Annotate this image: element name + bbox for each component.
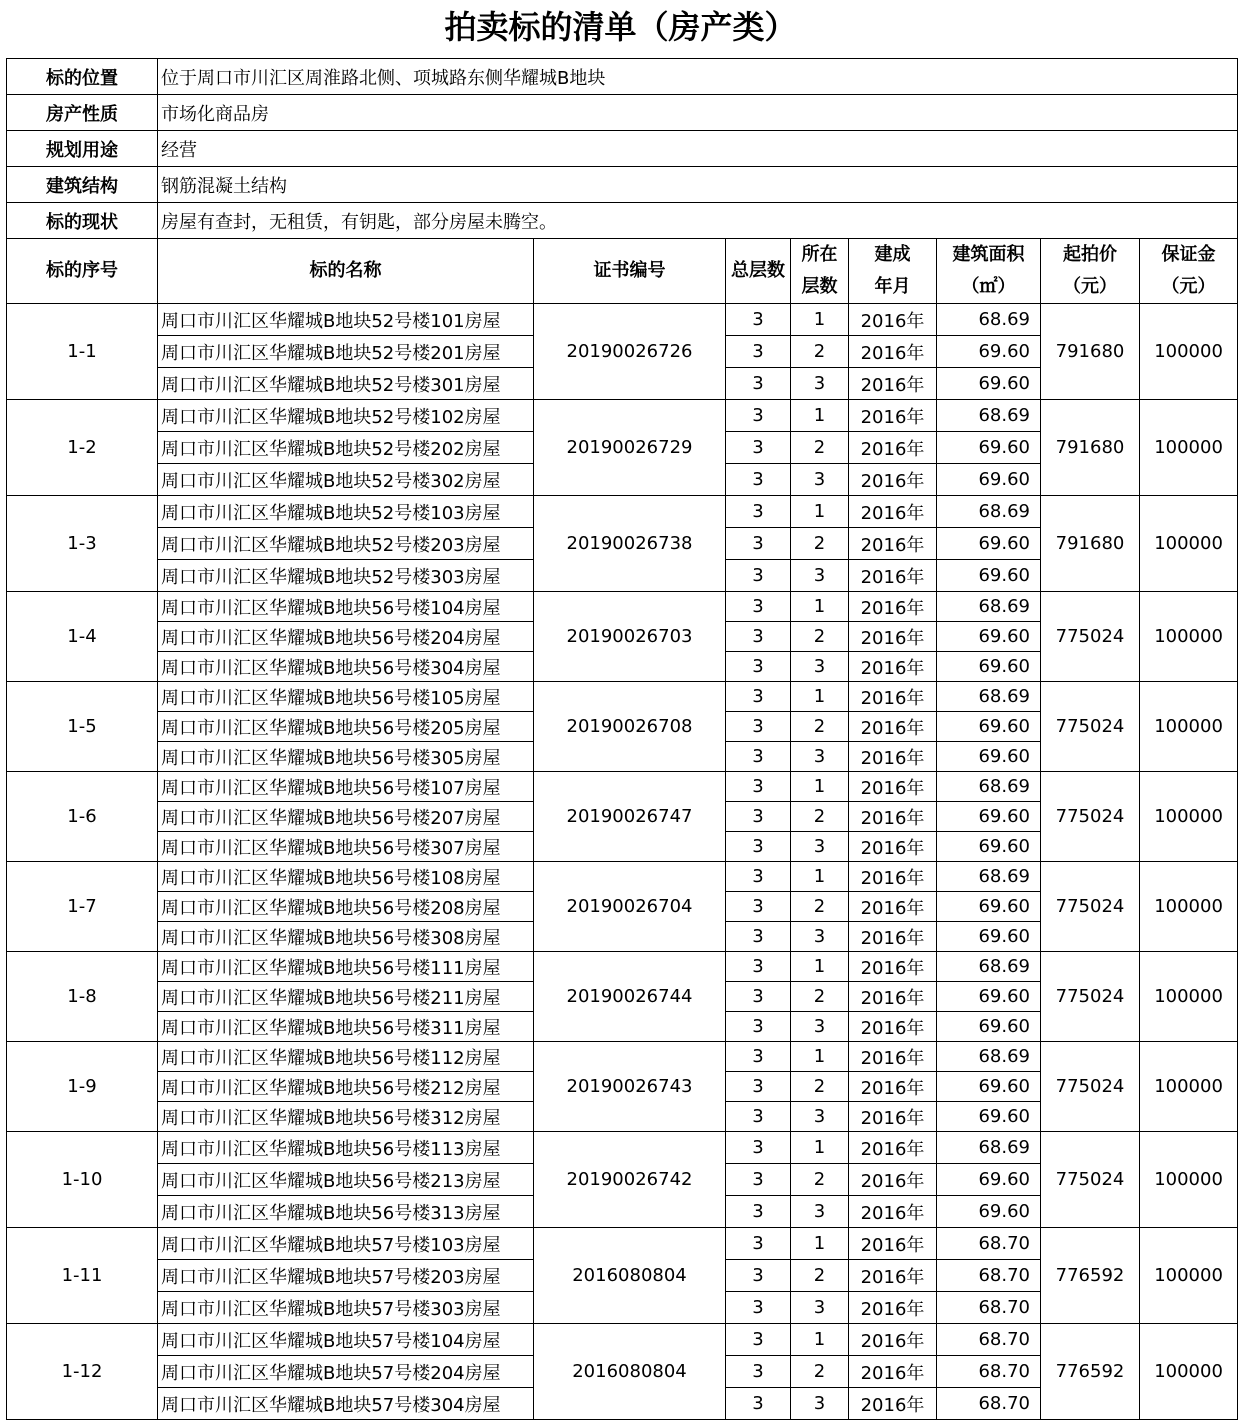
unit-name: 周口市川汇区华耀城B地块56号楼305房屋 [158,742,534,772]
unit-name: 周口市川汇区华耀城B地块52号楼202房屋 [158,432,534,464]
building-area: 68.70 [937,1260,1041,1292]
table-row [7,682,1238,712]
header-name: 标的名称 [158,239,534,304]
unit-name: 周口市川汇区华耀城B地块56号楼304房屋 [158,652,534,682]
auction-table [6,58,1238,1420]
certificate-number: 2016080804 [534,1324,726,1420]
building-area: 68.69 [937,592,1041,622]
building-area: 68.70 [937,1356,1041,1388]
building-area: 69.60 [937,1164,1041,1196]
header-seq: 标的序号 [7,239,158,304]
column-header-row [7,239,1238,304]
built-year: 2016年 [849,1196,937,1228]
built-year: 2016年 [849,1388,937,1420]
floor-number: 3 [791,1292,849,1324]
floor-number: 3 [791,1196,849,1228]
total-floors: 3 [726,368,791,400]
table-row [7,1042,1238,1072]
floor-number: 3 [791,652,849,682]
floor-number: 3 [791,832,849,862]
info-value: 钢筋混凝土结构 [158,167,1238,203]
building-area: 68.69 [937,1042,1041,1072]
lot-seq: 1-9 [7,1042,158,1132]
info-value: 位于周口市川汇区周淮路北侧、项城路东侧华耀城B地块 [158,59,1238,95]
total-floors: 3 [726,832,791,862]
deposit: 100000 [1140,682,1238,772]
info-row [7,95,1238,131]
total-floors: 3 [726,622,791,652]
total-floors: 3 [726,1388,791,1420]
building-area: 69.60 [937,560,1041,592]
deposit: 100000 [1140,496,1238,592]
floor-number: 3 [791,560,849,592]
built-year: 2016年 [849,496,937,528]
unit-name: 周口市川汇区华耀城B地块56号楼108房屋 [158,862,534,892]
total-floors: 3 [726,592,791,622]
lot-seq: 1-12 [7,1324,158,1420]
page-title: 拍卖标的清单（房产类） [444,8,797,46]
building-area: 68.69 [937,862,1041,892]
building-area: 69.60 [937,742,1041,772]
building-area: 69.60 [937,802,1041,832]
floor-number: 2 [791,1260,849,1292]
built-year: 2016年 [849,862,937,892]
unit-name: 周口市川汇区华耀城B地块52号楼103房屋 [158,496,534,528]
built-year: 2016年 [849,1012,937,1042]
starting-price: 775024 [1041,682,1140,772]
total-floors: 3 [726,1228,791,1260]
total-floors: 3 [726,1132,791,1164]
certificate-number: 2016080804 [534,1228,726,1324]
unit-name: 周口市川汇区华耀城B地块56号楼205房屋 [158,712,534,742]
floor-number: 2 [791,1164,849,1196]
deposit: 100000 [1140,1324,1238,1420]
built-year: 2016年 [849,1102,937,1132]
certificate-number: 20190026729 [534,400,726,496]
starting-price: 791680 [1041,400,1140,496]
built-year: 2016年 [849,922,937,952]
unit-name: 周口市川汇区华耀城B地块52号楼201房屋 [158,336,534,368]
built-year: 2016年 [849,712,937,742]
unit-name: 周口市川汇区华耀城B地块52号楼302房屋 [158,464,534,496]
deposit: 100000 [1140,400,1238,496]
built-year: 2016年 [849,560,937,592]
built-year: 2016年 [849,1260,937,1292]
total-floors: 3 [726,464,791,496]
total-floors: 3 [726,1196,791,1228]
info-row [7,167,1238,203]
built-year: 2016年 [849,772,937,802]
floor-number: 2 [791,528,849,560]
info-value: 经营 [158,131,1238,167]
total-floors: 3 [726,1292,791,1324]
floor-number: 2 [791,982,849,1012]
total-floors: 3 [726,892,791,922]
built-year: 2016年 [849,592,937,622]
lot-seq: 1-11 [7,1228,158,1324]
deposit: 100000 [1140,862,1238,952]
total-floors: 3 [726,982,791,1012]
built-year: 2016年 [849,464,937,496]
building-area: 69.60 [937,432,1041,464]
floor-number: 1 [791,772,849,802]
starting-price: 791680 [1041,496,1140,592]
building-area: 69.60 [937,1102,1041,1132]
built-year: 2016年 [849,1356,937,1388]
floor-number: 1 [791,862,849,892]
unit-name: 周口市川汇区华耀城B地块52号楼102房屋 [158,400,534,432]
total-floors: 3 [726,1324,791,1356]
unit-name: 周口市川汇区华耀城B地块56号楼213房屋 [158,1164,534,1196]
unit-name: 周口市川汇区华耀城B地块57号楼203房屋 [158,1260,534,1292]
total-floors: 3 [726,922,791,952]
floor-number: 2 [791,802,849,832]
unit-name: 周口市川汇区华耀城B地块56号楼104房屋 [158,592,534,622]
header-area: 建筑面积 （㎡） [937,239,1041,304]
certificate-number: 20190026704 [534,862,726,952]
floor-number: 3 [791,368,849,400]
built-year: 2016年 [849,432,937,464]
header-cert: 证书编号 [534,239,726,304]
built-year: 2016年 [849,802,937,832]
info-value: 房屋有查封，无租赁，有钥匙，部分房屋未腾空。 [158,203,1238,239]
total-floors: 3 [726,1072,791,1102]
floor-number: 1 [791,304,849,336]
built-year: 2016年 [849,892,937,922]
unit-name: 周口市川汇区华耀城B地块56号楼307房屋 [158,832,534,862]
certificate-number: 20190026747 [534,772,726,862]
floor-number: 2 [791,336,849,368]
certificate-number: 20190026726 [534,304,726,400]
total-floors: 3 [726,1164,791,1196]
info-label: 标的位置 [7,59,158,95]
lot-seq: 1-6 [7,772,158,862]
building-area: 69.60 [937,652,1041,682]
building-area: 68.70 [937,1324,1041,1356]
floor-number: 1 [791,1132,849,1164]
header-built: 建成 年月 [849,239,937,304]
table-row [7,1228,1238,1260]
total-floors: 3 [726,952,791,982]
unit-name: 周口市川汇区华耀城B地块56号楼207房屋 [158,802,534,832]
building-area: 68.69 [937,304,1041,336]
info-row [7,203,1238,239]
table-row [7,1132,1238,1164]
built-year: 2016年 [849,1072,937,1102]
certificate-number: 20190026742 [534,1132,726,1228]
total-floors: 3 [726,496,791,528]
built-year: 2016年 [849,1324,937,1356]
building-area: 69.60 [937,1196,1041,1228]
unit-name: 周口市川汇区华耀城B地块56号楼113房屋 [158,1132,534,1164]
lot-seq: 1-3 [7,496,158,592]
certificate-number: 20190026703 [534,592,726,682]
floor-number: 1 [791,1042,849,1072]
header-floors: 总层数 [726,239,791,304]
building-area: 69.60 [937,1072,1041,1102]
starting-price: 776592 [1041,1324,1140,1420]
unit-name: 周口市川汇区华耀城B地块56号楼311房屋 [158,1012,534,1042]
unit-name: 周口市川汇区华耀城B地块56号楼111房屋 [158,952,534,982]
total-floors: 3 [726,1042,791,1072]
unit-name: 周口市川汇区华耀城B地块57号楼103房屋 [158,1228,534,1260]
built-year: 2016年 [849,832,937,862]
building-area: 69.60 [937,1012,1041,1042]
building-area: 69.60 [937,528,1041,560]
starting-price: 775024 [1041,862,1140,952]
lot-seq: 1-1 [7,304,158,400]
floor-number: 2 [791,622,849,652]
table-row [7,592,1238,622]
building-area: 68.69 [937,496,1041,528]
floor-number: 3 [791,1102,849,1132]
built-year: 2016年 [849,400,937,432]
deposit: 100000 [1140,592,1238,682]
total-floors: 3 [726,772,791,802]
unit-name: 周口市川汇区华耀城B地块56号楼112房屋 [158,1042,534,1072]
total-floors: 3 [726,1102,791,1132]
total-floors: 3 [726,682,791,712]
unit-name: 周口市川汇区华耀城B地块52号楼301房屋 [158,368,534,400]
unit-name: 周口市川汇区华耀城B地块57号楼304房屋 [158,1388,534,1420]
table-row [7,304,1238,336]
starting-price: 791680 [1041,304,1140,400]
floor-number: 2 [791,1356,849,1388]
lot-seq: 1-4 [7,592,158,682]
table-row [7,772,1238,802]
unit-name: 周口市川汇区华耀城B地块56号楼204房屋 [158,622,534,652]
unit-name: 周口市川汇区华耀城B地块56号楼211房屋 [158,982,534,1012]
lot-seq: 1-7 [7,862,158,952]
floor-number: 3 [791,742,849,772]
built-year: 2016年 [849,1164,937,1196]
floor-number: 2 [791,1072,849,1102]
table-row [7,400,1238,432]
lot-seq: 1-5 [7,682,158,772]
total-floors: 3 [726,336,791,368]
built-year: 2016年 [849,1292,937,1324]
starting-price: 775024 [1041,772,1140,862]
deposit: 100000 [1140,1228,1238,1324]
built-year: 2016年 [849,528,937,560]
lot-seq: 1-10 [7,1132,158,1228]
building-area: 68.70 [937,1292,1041,1324]
certificate-number: 20190026744 [534,952,726,1042]
floor-number: 1 [791,400,849,432]
floor-number: 3 [791,1388,849,1420]
building-area: 69.60 [937,832,1041,862]
total-floors: 3 [726,742,791,772]
building-area: 68.69 [937,952,1041,982]
header-price: 起拍价 （元） [1041,239,1140,304]
table-row [7,952,1238,982]
building-area: 68.70 [937,1388,1041,1420]
starting-price: 775024 [1041,1042,1140,1132]
built-year: 2016年 [849,622,937,652]
total-floors: 3 [726,652,791,682]
building-area: 69.60 [937,982,1041,1012]
built-year: 2016年 [849,1042,937,1072]
unit-name: 周口市川汇区华耀城B地块56号楼208房屋 [158,892,534,922]
built-year: 2016年 [849,952,937,982]
building-area: 68.70 [937,1228,1041,1260]
unit-name: 周口市川汇区华耀城B地块56号楼312房屋 [158,1102,534,1132]
built-year: 2016年 [849,336,937,368]
header-floor: 所在 层数 [791,239,849,304]
unit-name: 周口市川汇区华耀城B地块56号楼313房屋 [158,1196,534,1228]
unit-name: 周口市川汇区华耀城B地块56号楼308房屋 [158,922,534,952]
floor-number: 1 [791,1228,849,1260]
built-year: 2016年 [849,742,937,772]
building-area: 69.60 [937,712,1041,742]
unit-name: 周口市川汇区华耀城B地块52号楼101房屋 [158,304,534,336]
certificate-number: 20190026708 [534,682,726,772]
floor-number: 2 [791,712,849,742]
deposit: 100000 [1140,1042,1238,1132]
header-deposit: 保证金 （元） [1140,239,1238,304]
unit-name: 周口市川汇区华耀城B地块56号楼105房屋 [158,682,534,712]
building-area: 68.69 [937,400,1041,432]
unit-name: 周口市川汇区华耀城B地块52号楼303房屋 [158,560,534,592]
info-row [7,59,1238,95]
building-area: 68.69 [937,1132,1041,1164]
total-floors: 3 [726,528,791,560]
building-area: 69.60 [937,368,1041,400]
unit-name: 周口市川汇区华耀城B地块57号楼204房屋 [158,1356,534,1388]
floor-number: 2 [791,432,849,464]
info-row [7,131,1238,167]
deposit: 100000 [1140,1132,1238,1228]
building-area: 69.60 [937,336,1041,368]
unit-name: 周口市川汇区华耀城B地块56号楼107房屋 [158,772,534,802]
info-label: 规划用途 [7,131,158,167]
table-row [7,862,1238,892]
floor-number: 3 [791,922,849,952]
built-year: 2016年 [849,652,937,682]
floor-number: 1 [791,592,849,622]
table-row [7,496,1238,528]
total-floors: 3 [726,432,791,464]
building-area: 69.60 [937,922,1041,952]
floor-number: 3 [791,464,849,496]
built-year: 2016年 [849,1132,937,1164]
floor-number: 1 [791,1324,849,1356]
lot-seq: 1-2 [7,400,158,496]
built-year: 2016年 [849,1228,937,1260]
certificate-number: 20190026738 [534,496,726,592]
table-row [7,1324,1238,1356]
info-label: 标的现状 [7,203,158,239]
building-area: 69.60 [937,464,1041,496]
floor-number: 1 [791,682,849,712]
total-floors: 3 [726,1012,791,1042]
total-floors: 3 [726,560,791,592]
deposit: 100000 [1140,772,1238,862]
floor-number: 1 [791,952,849,982]
total-floors: 3 [726,1260,791,1292]
starting-price: 775024 [1041,952,1140,1042]
building-area: 68.69 [937,682,1041,712]
total-floors: 3 [726,712,791,742]
built-year: 2016年 [849,368,937,400]
certificate-number: 20190026743 [534,1042,726,1132]
built-year: 2016年 [849,682,937,712]
building-area: 69.60 [937,622,1041,652]
building-area: 68.69 [937,772,1041,802]
built-year: 2016年 [849,982,937,1012]
starting-price: 775024 [1041,1132,1140,1228]
starting-price: 775024 [1041,592,1140,682]
info-label: 房产性质 [7,95,158,131]
total-floors: 3 [726,304,791,336]
unit-name: 周口市川汇区华耀城B地块57号楼104房屋 [158,1324,534,1356]
building-area: 69.60 [937,892,1041,922]
total-floors: 3 [726,1356,791,1388]
unit-name: 周口市川汇区华耀城B地块57号楼303房屋 [158,1292,534,1324]
total-floors: 3 [726,862,791,892]
starting-price: 776592 [1041,1228,1140,1324]
built-year: 2016年 [849,304,937,336]
info-label: 建筑结构 [7,167,158,203]
lot-seq: 1-8 [7,952,158,1042]
total-floors: 3 [726,802,791,832]
unit-name: 周口市川汇区华耀城B地块52号楼203房屋 [158,528,534,560]
floor-number: 2 [791,892,849,922]
unit-name: 周口市川汇区华耀城B地块56号楼212房屋 [158,1072,534,1102]
floor-number: 1 [791,496,849,528]
floor-number: 3 [791,1012,849,1042]
info-value: 市场化商品房 [158,95,1238,131]
deposit: 100000 [1140,304,1238,400]
total-floors: 3 [726,400,791,432]
deposit: 100000 [1140,952,1238,1042]
